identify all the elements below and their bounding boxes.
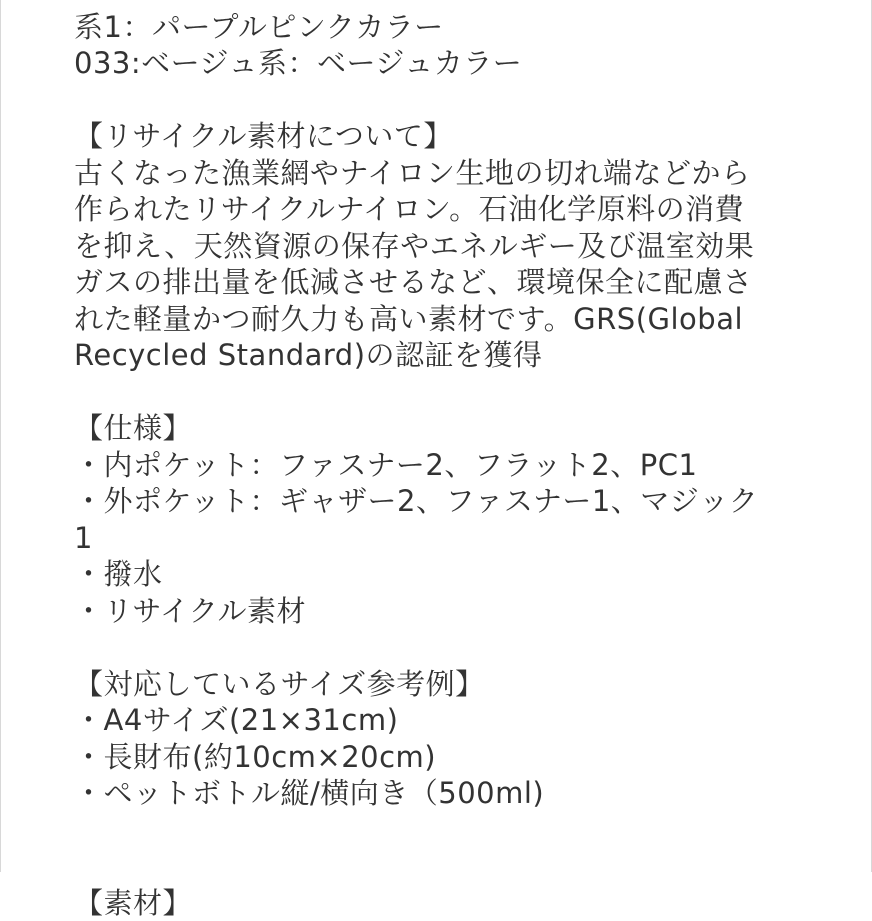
size-heading: 【対応しているサイズ参考例】 <box>74 666 854 703</box>
spacer <box>74 629 854 666</box>
spec-heading: 【仕様】 <box>74 410 854 447</box>
recycle-heading: 【リサイクル素材について】 <box>74 118 854 155</box>
color-line-1: 系1：パープルピンクカラー <box>74 9 854 46</box>
spacer <box>74 812 854 849</box>
spec-item-outer-pocket: ・外ポケット：ギャザー2、ファスナー1、マジック <box>74 483 854 520</box>
recycle-line-5: れた軽量かつ耐久力も高い素材です。GRS(Global <box>74 301 854 338</box>
spec-item-recycled-material: ・リサイクル素材 <box>74 593 854 630</box>
size-item-bottle: ・ペットボトル縦/横向き（500ml) <box>74 775 854 812</box>
spec-item-outer-pocket-cont: 1 <box>74 520 854 557</box>
spacer <box>74 82 854 119</box>
material-heading-partial: 【素材】 <box>74 885 854 921</box>
color-line-2: 033:ベージュ系：ベージュカラー <box>74 45 854 82</box>
spec-item-inner-pocket: ・内ポケット：ファスナー2、フラット2、PC1 <box>74 447 854 484</box>
size-item-a4: ・A4サイズ(21×31cm) <box>74 702 854 739</box>
recycle-line-2: 作られたリサイクルナイロン。石油化学原料の消費 <box>74 191 854 228</box>
spec-item-water-repellent: ・撥水 <box>74 556 854 593</box>
size-item-wallet: ・長財布(約10cm×20cm) <box>74 739 854 776</box>
recycle-line-6: Recycled Standard)の認証を獲得 <box>74 337 854 374</box>
spacer <box>74 848 854 885</box>
document-text <box>74 0 854 921</box>
recycle-line-3: を抑え、天然資源の保存やエネルギー及び温室効果 <box>74 228 854 265</box>
recycle-line-1: 古くなった漁業網やナイロン生地の切れ端などから <box>74 155 854 192</box>
spacer <box>74 374 854 411</box>
text-line <box>74 0 854 9</box>
recycle-line-4: ガスの排出量を低減させるなど、環境保全に配慮さ <box>74 264 854 301</box>
